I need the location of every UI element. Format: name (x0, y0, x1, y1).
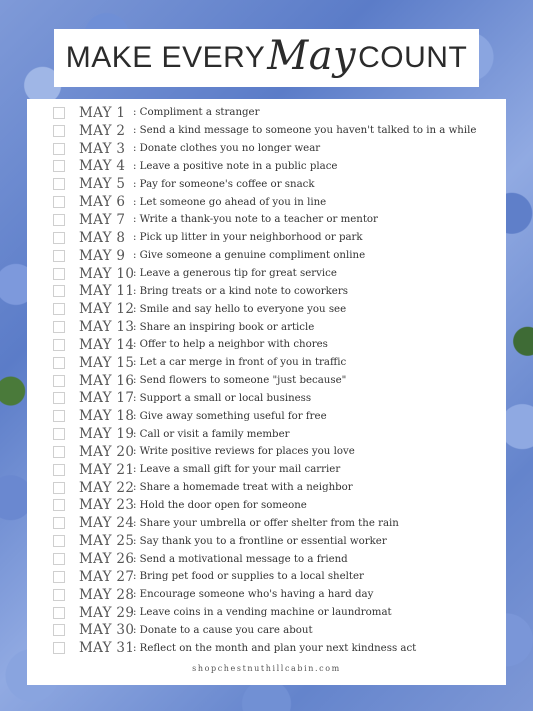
day-label: MAY 21 (79, 461, 135, 478)
title-pre: MAKE EVERY (65, 41, 266, 74)
day-label: MAY 8 (79, 229, 126, 246)
day-label: MAY 25 (79, 533, 135, 550)
task-text: : Let a car merge in front of you in traffic (133, 357, 347, 369)
task-text: : Leave coins in a vending machine or laundromat (133, 607, 392, 619)
checkbox[interactable] (53, 268, 65, 280)
checklist-item (27, 390, 506, 408)
checklist-item (27, 158, 506, 176)
day-label: MAY 23 (79, 497, 135, 514)
day-label: MAY 20 (79, 443, 135, 460)
task-text: : Leave a positive note in a public place (133, 160, 338, 172)
checkbox[interactable] (53, 178, 65, 190)
checkbox[interactable] (53, 214, 65, 226)
task-text: : Give away something useful for free (133, 410, 327, 422)
task-text: : Share your umbrella or offer shelter from the rain (133, 517, 399, 529)
day-label: MAY 7 (79, 211, 126, 228)
checkbox[interactable] (53, 339, 65, 351)
day-label: MAY 14 (79, 336, 135, 353)
checklist-item (27, 461, 506, 479)
checkbox[interactable] (53, 303, 65, 315)
day-label: MAY 15 (79, 354, 135, 371)
day-label: MAY 1 (79, 104, 126, 121)
checklist-item (27, 140, 506, 158)
day-label: MAY 18 (79, 408, 135, 425)
checkbox[interactable] (53, 160, 65, 172)
day-label: MAY 13 (79, 319, 135, 336)
task-text: : Say thank you to a frontline or essential worker (133, 535, 387, 547)
task-text: : Share a homemade treat with a neighbor (133, 482, 353, 494)
checklist-item (27, 300, 506, 318)
task-text: : Reflect on the month and plan your next kindness act (133, 642, 417, 654)
checkbox[interactable] (53, 285, 65, 297)
checkbox[interactable] (53, 107, 65, 119)
task-text: : Write positive reviews for places you love (133, 446, 355, 458)
checkbox[interactable] (53, 357, 65, 369)
day-label: MAY 22 (79, 479, 135, 496)
day-label: MAY 3 (79, 140, 126, 157)
checklist-item (27, 514, 506, 532)
task-text: : Hold the door open for someone (133, 499, 307, 511)
title-banner (54, 29, 479, 87)
checkbox[interactable] (53, 428, 65, 440)
task-text: : Donate to a cause you care about (133, 624, 313, 636)
day-label: MAY 27 (79, 568, 135, 585)
checkbox[interactable] (53, 499, 65, 511)
task-text: : Smile and say hello to everyone you see (133, 303, 347, 315)
day-label: MAY 29 (79, 604, 135, 621)
checkbox[interactable] (53, 589, 65, 601)
task-text: : Offer to help a neighbor with chores (133, 339, 328, 351)
day-label: MAY 17 (79, 390, 135, 407)
task-text: : Send a motivational message to a friend (133, 553, 348, 565)
checklist-item (27, 497, 506, 515)
day-label: MAY 26 (79, 551, 135, 568)
checkbox[interactable] (53, 642, 65, 654)
day-label: MAY 5 (79, 176, 126, 193)
task-text: : Leave a small gift for your mail carrier (133, 464, 341, 476)
task-text: : Compliment a stranger (133, 107, 260, 119)
kindness-checklist (27, 104, 506, 657)
checklist-item (27, 122, 506, 140)
day-label: MAY 30 (79, 622, 135, 639)
day-label: MAY 4 (79, 158, 126, 175)
task-text: : Donate clothes you no longer wear (133, 143, 321, 155)
checklist-item (27, 354, 506, 372)
task-text: : Leave a generous tip for great service (133, 268, 337, 280)
checkbox[interactable] (53, 321, 65, 333)
checklist-item (27, 443, 506, 461)
checklist-item (27, 604, 506, 622)
checkbox[interactable] (53, 392, 65, 404)
checklist-item (27, 425, 506, 443)
website-footer: shopchestnuthillcabin.com (192, 664, 341, 673)
day-label: MAY 9 (79, 247, 126, 264)
checkbox[interactable] (53, 375, 65, 387)
checkbox[interactable] (53, 125, 65, 137)
task-text: : Call or visit a family member (133, 428, 290, 440)
day-label: MAY 28 (79, 586, 135, 603)
checkbox[interactable] (53, 196, 65, 208)
checkbox[interactable] (53, 571, 65, 583)
task-text: : Send flowers to someone "just because" (133, 375, 347, 387)
checkbox[interactable] (53, 553, 65, 565)
checklist-card (27, 99, 506, 685)
title-script-word: May (267, 33, 357, 79)
task-text: : Send a kind message to someone you haven't talked to in a while (133, 125, 477, 137)
task-text: : Bring pet food or supplies to a local shelter (133, 571, 364, 583)
title-post: COUNT (358, 41, 468, 74)
checklist-item (27, 586, 506, 604)
checkbox[interactable] (53, 517, 65, 529)
checklist-item (27, 211, 506, 229)
day-label: MAY 12 (79, 301, 135, 318)
task-text: : Pay for someone's coffee or snack (133, 178, 315, 190)
page-title (66, 35, 468, 81)
checklist-item (27, 282, 506, 300)
checklist-item (27, 229, 506, 247)
checkbox[interactable] (53, 464, 65, 476)
task-text: : Pick up litter in your neighborhood or park (133, 232, 363, 244)
day-label: MAY 2 (79, 122, 126, 139)
checklist-item (27, 621, 506, 639)
checkbox[interactable] (53, 446, 65, 458)
task-text: : Write a thank-you note to a teacher or mentor (133, 214, 378, 226)
day-label: MAY 11 (79, 283, 135, 300)
day-label: MAY 31 (79, 640, 135, 657)
task-text: : Support a small or local business (133, 392, 312, 404)
checklist-item (27, 407, 506, 425)
checklist-item (27, 568, 506, 586)
checkbox[interactable] (53, 624, 65, 636)
task-text: : Let someone go ahead of you in line (133, 196, 327, 208)
day-label: MAY 10 (79, 265, 135, 282)
task-text: : Encourage someone who's having a hard day (133, 589, 374, 601)
checklist-item (27, 247, 506, 265)
task-text: : Give someone a genuine compliment online (133, 250, 366, 262)
checklist-item (27, 336, 506, 354)
checklist-item (27, 532, 506, 550)
checkbox[interactable] (53, 232, 65, 244)
checkbox[interactable] (53, 250, 65, 262)
checklist-item (27, 550, 506, 568)
checkbox[interactable] (53, 535, 65, 547)
day-label: MAY 24 (79, 515, 135, 532)
checkbox[interactable] (53, 143, 65, 155)
checklist-item (27, 318, 506, 336)
task-text: : Share an inspiring book or article (133, 321, 315, 333)
day-label: MAY 19 (79, 426, 135, 443)
task-text: : Bring treats or a kind note to coworkers (133, 285, 348, 297)
checkbox[interactable] (53, 410, 65, 422)
checkbox[interactable] (53, 607, 65, 619)
checklist-item (27, 265, 506, 283)
checkbox[interactable] (53, 482, 65, 494)
checklist-item (27, 193, 506, 211)
checklist-item (27, 104, 506, 122)
checklist-item (27, 639, 506, 657)
day-label: MAY 16 (79, 372, 135, 389)
checklist-item (27, 479, 506, 497)
checklist-item (27, 372, 506, 390)
checklist-item (27, 175, 506, 193)
day-label: MAY 6 (79, 194, 126, 211)
